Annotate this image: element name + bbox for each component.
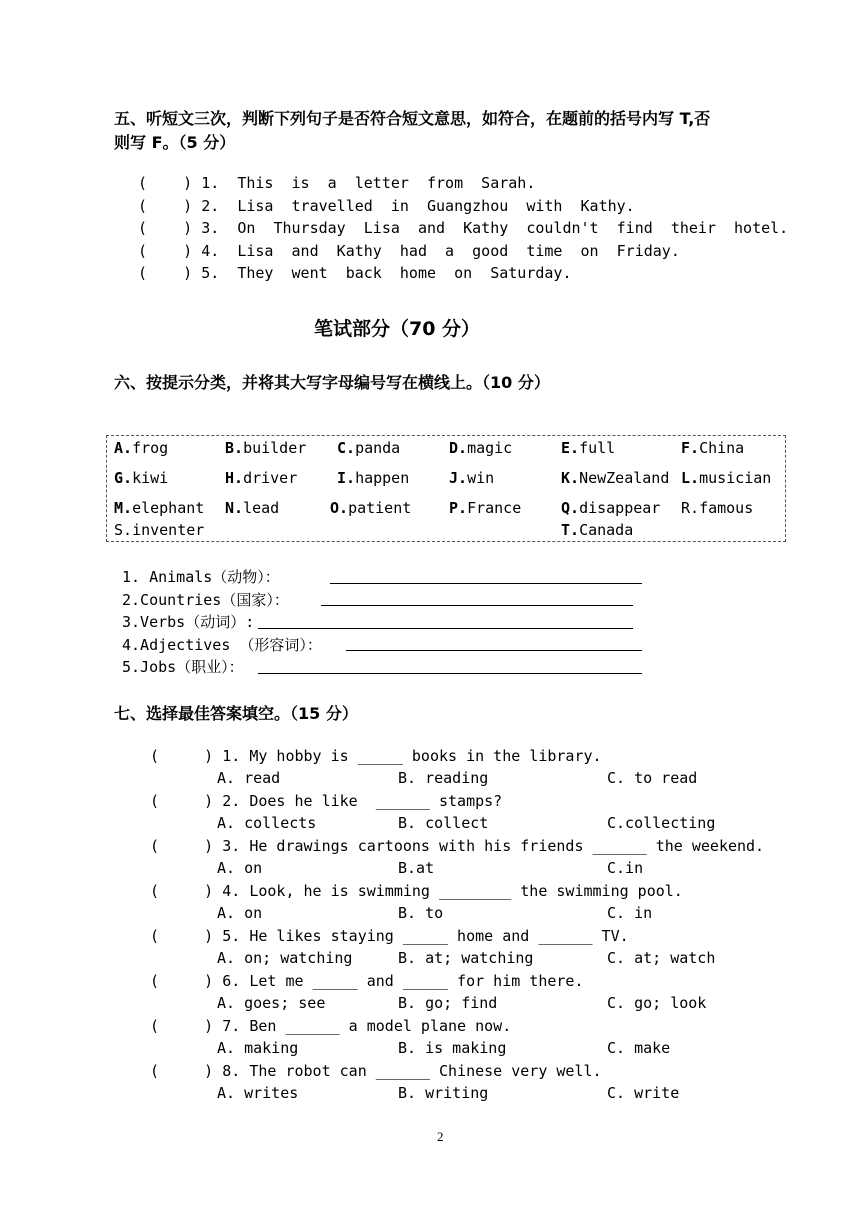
word-bank-item: H.driver — [225, 469, 298, 487]
word-bank-item: C.panda — [337, 439, 401, 457]
mc-option-a: A. on — [217, 859, 263, 877]
word-bank-item: B.builder — [225, 439, 307, 457]
tf-item-2: ( ) 2. Lisa travelled in Guangzhou with Kathy. — [138, 197, 635, 215]
section5-title-line2: 则写 F。（5 分） — [114, 133, 236, 152]
answer-line-animals[interactable] — [330, 583, 642, 584]
word-bank-item: E.full — [561, 439, 616, 457]
word-bank-item: T.Canada — [561, 521, 634, 539]
page-number: 2 — [437, 1129, 444, 1144]
word-bank-item: R.famous — [681, 499, 754, 517]
category-label-jobs: 5.Jobs（职业）： — [122, 658, 244, 676]
word-bank-item: I.happen — [337, 469, 410, 487]
mc-option-a: A. writes — [217, 1084, 299, 1102]
mc-question-3: ( ) 3. He drawings cartoons with his friends ______ the weekend. — [150, 837, 765, 855]
mc-question-2: ( ) 2. Does he like ______ stamps? — [150, 792, 503, 810]
word-bank-item: Q.disappear — [561, 499, 661, 517]
word-bank-item: J.win — [449, 469, 495, 487]
mc-option-a: A. goes; see — [217, 994, 326, 1012]
word-bank-item: L.musician — [681, 469, 772, 487]
mc-option-a: A. making — [217, 1039, 299, 1057]
tf-item-5: ( ) 5. They went back home on Saturday. — [138, 264, 572, 282]
word-bank-item: A.frog — [114, 439, 169, 457]
mc-option-b: B. reading — [398, 769, 489, 787]
mc-option-b: B.at — [398, 859, 435, 877]
mc-option-c: C.in — [607, 859, 644, 877]
word-bank-item: P.France — [449, 499, 522, 517]
word-bank-item: G.kiwi — [114, 469, 169, 487]
word-bank-item: F.China — [681, 439, 745, 457]
mc-question-7: ( ) 7. Ben ______ a model plane now. — [150, 1017, 512, 1035]
mc-option-b: B. go; find — [398, 994, 498, 1012]
word-bank-item: S.inventer — [114, 521, 205, 539]
written-part-heading: 笔试部分（70 分） — [314, 318, 481, 340]
mc-option-b: B. collect — [398, 814, 489, 832]
mc-question-8: ( ) 8. The robot can ______ Chinese very well. — [150, 1062, 602, 1080]
answer-line-countries[interactable] — [321, 605, 633, 606]
category-label-verbs: 3.Verbs（动词）: — [122, 613, 255, 631]
mc-option-a: A. on; watching — [217, 949, 353, 967]
mc-option-b: B. writing — [398, 1084, 489, 1102]
mc-option-c: C. make — [607, 1039, 671, 1057]
mc-question-1: ( ) 1. My hobby is _____ books in the library. — [150, 747, 602, 765]
mc-option-c: C. write — [607, 1084, 680, 1102]
category-label-countries: 2.Countries（国家）： — [122, 591, 289, 609]
mc-option-c: C. in — [607, 904, 653, 922]
mc-option-c: C. at; watch — [607, 949, 716, 967]
mc-option-a: A. read — [217, 769, 281, 787]
word-bank-item: O.patient — [330, 499, 412, 517]
category-label-adjectives: 4.Adjectives （形容词）： — [122, 636, 322, 654]
mc-option-c: C. to read — [607, 769, 698, 787]
mc-option-c: C. go; look — [607, 994, 707, 1012]
mc-option-a: A. on — [217, 904, 263, 922]
mc-option-b: B. to — [398, 904, 444, 922]
section5-title-line1: 五、听短文三次，判断下列句子是否符合短文意思，如符合，在题前的括号内写 T,否 — [114, 109, 711, 128]
section6-title: 六、按提示分类，并将其大写字母编号写在横线上。（10 分） — [114, 373, 550, 392]
tf-item-1: ( ) 1. This is a letter from Sarah. — [138, 174, 536, 192]
answer-line-adjectives[interactable] — [346, 650, 642, 651]
word-bank-item: K.NewZealand — [561, 469, 670, 487]
answer-line-verbs[interactable] — [258, 628, 633, 629]
section7-title: 七、选择最佳答案填空。（15 分） — [114, 704, 358, 723]
mc-question-6: ( ) 6. Let me _____ and _____ for him there. — [150, 972, 584, 990]
word-bank-item: D.magic — [449, 439, 513, 457]
word-bank-item: N.lead — [225, 499, 280, 517]
answer-line-jobs[interactable] — [258, 673, 642, 674]
mc-option-b: B. is making — [398, 1039, 507, 1057]
mc-question-5: ( ) 5. He likes staying _____ home and ______ TV. — [150, 927, 629, 945]
mc-option-c: C.collecting — [607, 814, 716, 832]
mc-option-b: B. at; watching — [398, 949, 534, 967]
mc-option-a: A. collects — [217, 814, 317, 832]
category-label-animals: 1. Animals（动物）： — [122, 568, 280, 586]
mc-question-4: ( ) 4. Look, he is swimming ________ the swimming pool. — [150, 882, 683, 900]
word-bank-item: M.elephant — [114, 499, 205, 517]
tf-item-4: ( ) 4. Lisa and Kathy had a good time on Friday. — [138, 242, 680, 260]
tf-item-3: ( ) 3. On Thursday Lisa and Kathy couldn't find their hotel. — [138, 219, 789, 237]
